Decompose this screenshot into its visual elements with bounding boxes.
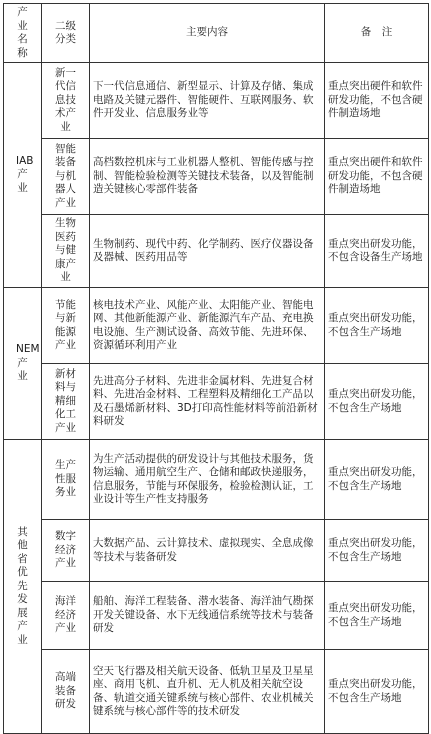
remark-cell: 重点突出研发功能，不包含生产场地 <box>325 520 429 582</box>
table-row <box>4 440 429 520</box>
main-content-cell: 先进高分子材料、先进非金属材料、先进复合材料、先进冶金材料、工程塑料及精细化工产品以及石墨烯新材料、3D打印高性能材料等前沿新材料研发 <box>90 364 325 440</box>
sub-category-cell: 智能装备与机器人产业 <box>42 139 90 215</box>
table-row <box>4 650 429 734</box>
main-content-cell: 大数据产品、云计算技术、虚拟现实、全息成像等技术与装备研发 <box>90 520 325 582</box>
industry-cell-iab: IAB产业 <box>4 63 42 288</box>
main-content-cell: 下一代信息通信、新型显示、计算及存储、集成电路及关键元器件、智能硬件、互联网服务、软件开发业、信息服务业等 <box>90 63 325 139</box>
remark-cell: 重点突出硬件和软件研发功能，不包含硬件制造场地 <box>325 139 429 215</box>
remark-cell: 重点突出研发功能，不包含设备生产场地 <box>325 215 429 288</box>
header-remark: 备 注 <box>325 4 429 63</box>
main-content-cell: 核电技术产业、风能产业、太阳能产业、智能电网、其他新能源产业、新能源汽车产品、充电换电设施、生产测试设备、高效节能、先进环保、资源循环利用产业 <box>90 288 325 364</box>
industry-cell-other: 其他省优先发展产业 <box>4 440 42 734</box>
remark-cell: 重点突出研发功能，不包含生产场地 <box>325 440 429 520</box>
main-content-cell: 高档数控机床与工业机器人整机、智能传感与控制、智能检验检测等关键技术装备，以及智能制造关键核心零部件装备 <box>90 139 325 215</box>
table-row <box>4 63 429 139</box>
remark-cell: 重点突出研发功能，不包含生产场地 <box>325 582 429 650</box>
table-row <box>4 139 429 215</box>
table-row <box>4 215 429 288</box>
remark-cell: 重点突出研发功能，不包含生产场地 <box>325 650 429 734</box>
header-industry-name: 产业名称 <box>4 4 42 63</box>
sub-category-cell: 新材料与精细化工产业 <box>42 364 90 440</box>
table-row <box>4 582 429 650</box>
remark-cell: 重点突出硬件和软件研发功能，不包含硬件制造场地 <box>325 63 429 139</box>
remark-cell: 重点突出研发功能，不包含生产场地 <box>325 364 429 440</box>
sub-category-cell: 生产性服务业 <box>42 440 90 520</box>
table-row <box>4 520 429 582</box>
main-content-cell: 为生产活动提供的研发设计与其他技术服务，货物运输、通用航空生产、仓储和邮政快递服务，信息服务，节能与环保服务，检验检测认证，工业设计等生产性支持服务 <box>90 440 325 520</box>
remark-cell: 重点突出研发功能，不包含生产场地 <box>325 288 429 364</box>
table-row <box>4 364 429 440</box>
sub-category-cell: 节能与新能源产业 <box>42 288 90 364</box>
sub-category-cell: 新一代信息技术产业 <box>42 63 90 139</box>
header-sub-category: 二级分类 <box>42 4 90 63</box>
sub-category-cell: 海洋经济产业 <box>42 582 90 650</box>
header-main-content: 主要内容 <box>90 4 325 63</box>
industry-cell-nem: NEM产业 <box>4 288 42 440</box>
sub-category-cell: 高端装备研发 <box>42 650 90 734</box>
sub-category-cell: 生物医药与健康产业 <box>42 215 90 288</box>
main-content-cell: 船舶、海洋工程装备、潜水装备、海洋油气勘探开发关键设备、水下无线通信系统等技术与装备研发 <box>90 582 325 650</box>
table-row <box>4 288 429 364</box>
sub-category-cell: 数字经济产业 <box>42 520 90 582</box>
main-content-cell: 生物制药、现代中药、化学制药、医疗仪器设备及器械、医药用品等 <box>90 215 325 288</box>
industry-table <box>3 3 429 734</box>
main-content-cell: 空天飞行器及相关航天设备、低轨卫星及卫星星座、商用飞机、直升机、无人机及相关航空设备、轨道交通关键系统与核心部件、农业机械关键系统与核心部件等的技术研发 <box>90 650 325 734</box>
header-row <box>4 4 429 63</box>
